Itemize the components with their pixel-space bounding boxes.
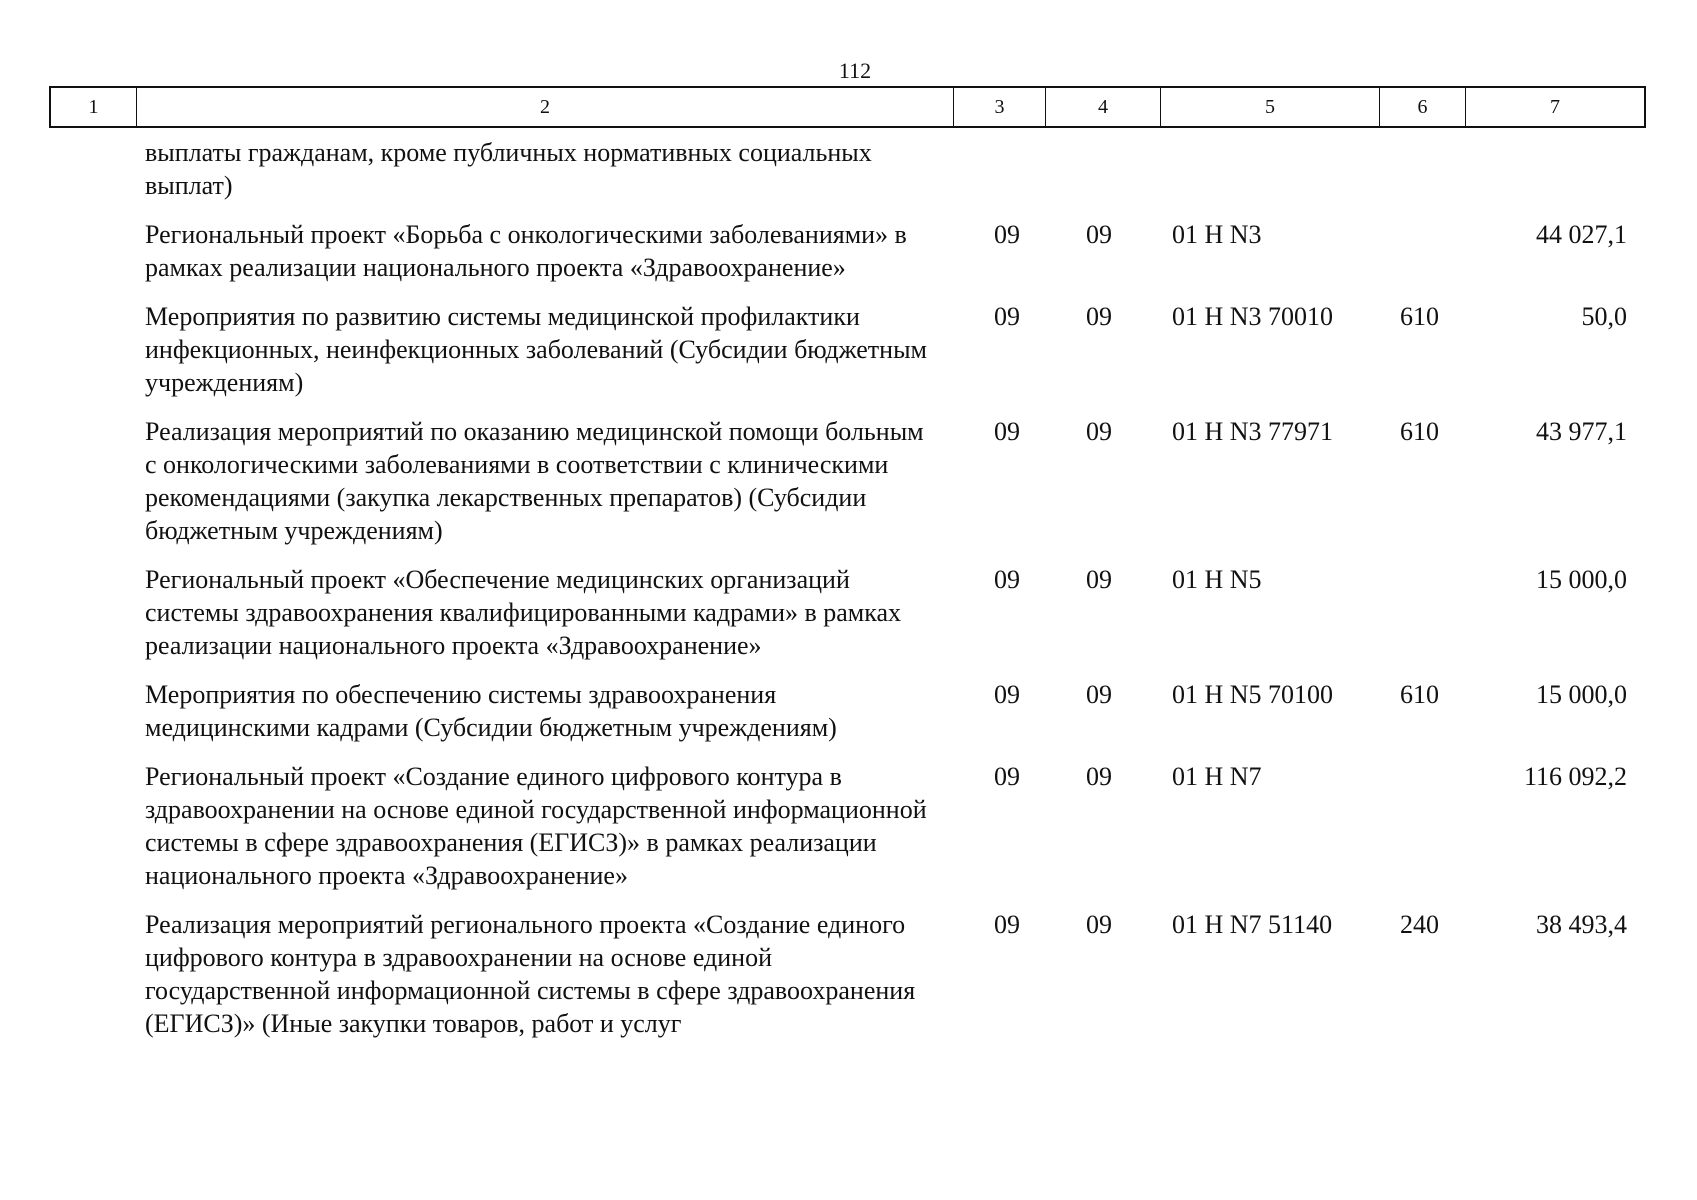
table-row <box>49 218 1646 284</box>
table-row <box>49 415 1646 547</box>
row-name: Региональный проект «Обеспечение медицинских организаций системы здравоохранения квалифицированными кадрами» в рамках реализации национального проекта «Здравоохранение» <box>145 565 902 660</box>
row-name: Региональный проект «Создание единого цифрового контура в здравоохранении на основе единой государственной информационной системы в сфере здравоохранения (ЕГИСЗ)» в рамках реализации национального проекта «Здравоохранение» <box>145 762 927 890</box>
table-row <box>49 300 1646 399</box>
row-col6 <box>1378 218 1464 284</box>
row-col6 <box>1378 136 1464 202</box>
row-col6: 610 <box>1400 302 1439 331</box>
row-col7 <box>1464 136 1636 202</box>
row-col3: 09 <box>994 302 1020 331</box>
row-col5: 01 Н N5 70100 <box>1172 680 1334 709</box>
row-col7: 44 027,1 <box>1536 220 1627 249</box>
row-col5: 01 Н N3 70010 <box>1172 302 1334 331</box>
row-col5: 01 Н N3 <box>1172 220 1262 249</box>
row-col4 <box>1044 136 1159 202</box>
row-col4: 09 <box>1086 565 1112 594</box>
table-row <box>49 136 1646 202</box>
header-cell-5: 5 <box>1161 88 1380 126</box>
table-header <box>49 86 1646 128</box>
table-row <box>49 908 1646 1040</box>
row-col4: 09 <box>1086 220 1112 249</box>
row-col7: 38 493,4 <box>1536 910 1627 939</box>
header-cell-1: 1 <box>51 88 137 126</box>
header-cell-6: 6 <box>1380 88 1466 126</box>
table-row <box>49 678 1646 744</box>
header-cell-4: 4 <box>1046 88 1161 126</box>
row-col7: 116 092,2 <box>1523 762 1627 791</box>
table-row <box>49 563 1646 662</box>
row-col3: 09 <box>994 680 1020 709</box>
header-cell-3: 3 <box>954 88 1046 126</box>
row-col3: 09 <box>994 762 1020 791</box>
row-col5 <box>1159 136 1378 202</box>
row-col3: 09 <box>994 565 1020 594</box>
row-name: Реализация мероприятий регионального проекта «Создание единого цифрового контура в здравоохранении на основе единой государственной информационной системы в сфере здравоохранения (ЕГИСЗ)» (Иные закупки товаров, работ и услуг <box>145 910 916 1038</box>
row-col3: 09 <box>994 220 1020 249</box>
header-cell-7: 7 <box>1550 95 1560 118</box>
row-col5: 01 Н N7 <box>1172 762 1262 791</box>
row-name: Мероприятия по обеспечению системы здравоохранения медицинскими кадрами (Субсидии бюджетным учреждениям) <box>145 680 837 742</box>
row-col5: 01 Н N5 <box>1172 565 1262 594</box>
table-row <box>49 760 1646 892</box>
row-col4: 09 <box>1086 302 1112 331</box>
row-col7: 50,0 <box>1581 302 1627 331</box>
header-cell-2: 2 <box>137 88 954 126</box>
row-col6: 610 <box>1400 417 1439 446</box>
row-name: выплаты гражданам, кроме публичных нормативных социальных выплат) <box>145 138 872 200</box>
row-name: Реализация мероприятий по оказанию медицинской помощи больным с онкологическими заболеваниями в соответствии с клиническими рекомендациями (закупка лекарственных препаратов) (Субсидии бюджетным учреждениям) <box>145 417 924 545</box>
row-col4: 09 <box>1086 680 1112 709</box>
row-col3: 09 <box>994 417 1020 446</box>
row-name: Региональный проект «Борьба с онкологическими заболеваниями» в рамках реализации национального проекта «Здравоохранение» <box>145 220 907 282</box>
row-col5: 01 Н N3 77971 <box>1172 417 1334 446</box>
row-col6: 610 <box>1400 680 1439 709</box>
page-number: 112 <box>838 58 872 83</box>
row-col7: 15 000,0 <box>1536 680 1627 709</box>
row-col3 <box>952 136 1044 202</box>
row-col7: 43 977,1 <box>1536 417 1627 446</box>
row-col4: 09 <box>1086 910 1112 939</box>
table-body <box>49 136 1646 1056</box>
row-col4: 09 <box>1086 417 1112 446</box>
row-col6 <box>1378 760 1464 892</box>
row-name: Мероприятия по развитию системы медицинской профилактики инфекционных, неинфекционных заболеваний (Субсидии бюджетным учреждениям) <box>145 302 927 397</box>
row-col6 <box>1378 563 1464 662</box>
row-col4: 09 <box>1086 762 1112 791</box>
row-col5: 01 Н N7 51140 <box>1172 910 1333 939</box>
row-col7: 15 000,0 <box>1536 565 1627 594</box>
row-col6: 240 <box>1400 910 1439 939</box>
row-col3: 09 <box>994 910 1020 939</box>
